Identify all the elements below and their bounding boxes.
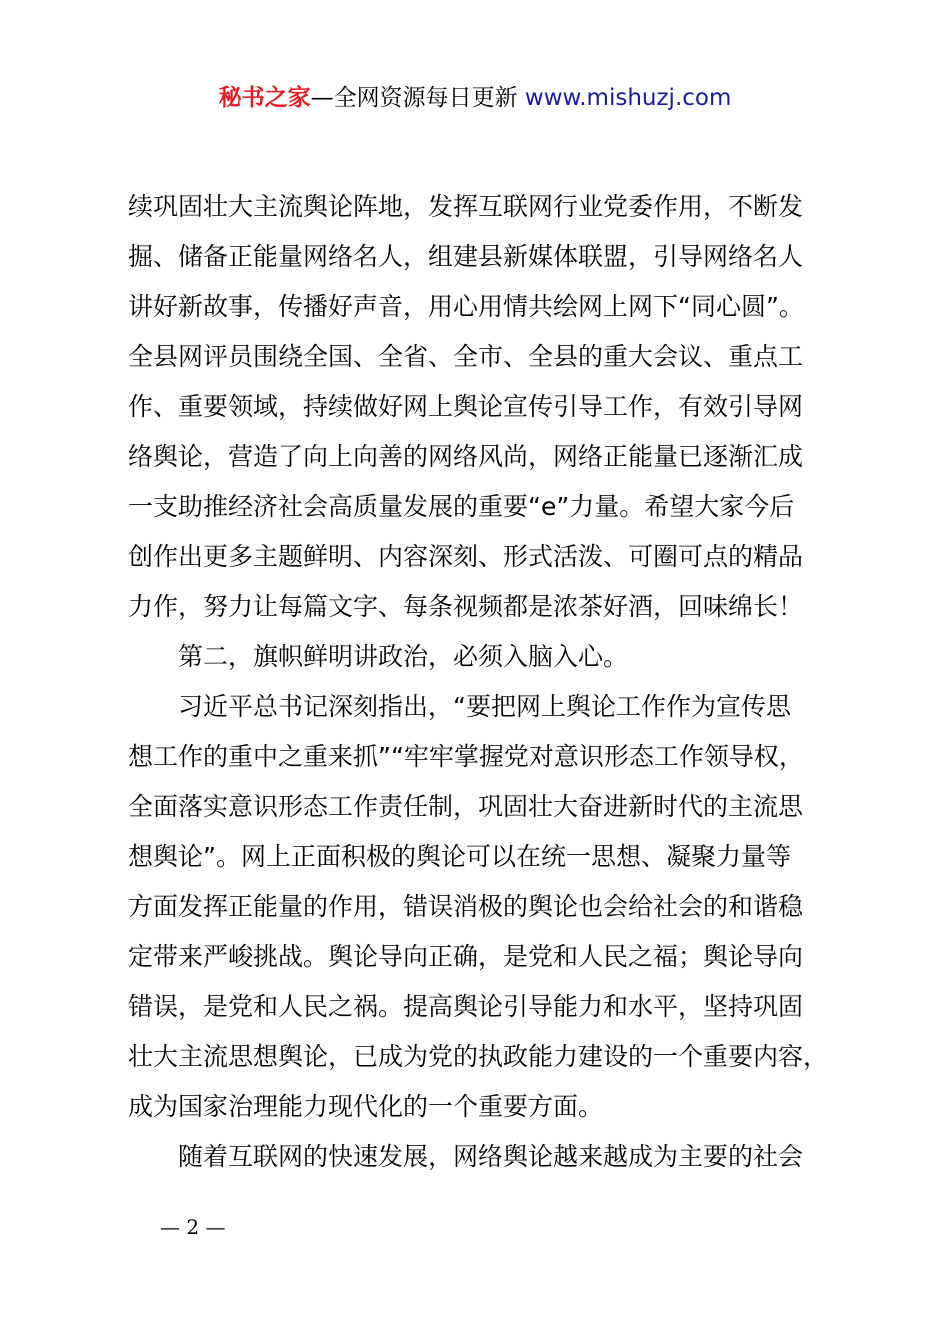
text-line: 创作出更多主题鲜明、内容深刻、形式活泼、可圈可点的精品	[128, 542, 804, 571]
header-site-url[interactable]: www.mishuzj.com	[517, 85, 732, 111]
text-line: 错误，是党和人民之祸。提高舆论引导能力和水平，坚持巩固	[128, 992, 804, 1021]
header-tagline: —全网资源每日更新	[310, 85, 518, 111]
text-line: 习近平总书记深刻指出，“要把网上舆论工作作为宣传思	[178, 692, 791, 721]
page-header	[0, 80, 950, 116]
text-line: 全面落实意识形态工作责任制，巩固壮大奋进新时代的主流思	[128, 792, 804, 821]
section-heading: 第二，旗帜鲜明讲政治，必须入脑入心。	[178, 642, 629, 671]
text-line: 续巩固壮大主流舆论阵地，发挥互联网行业党委作用，不断发	[128, 192, 804, 221]
text-line: 力作，努力让每篇文字、每条视频都是浓茶好酒，回味绵长！	[128, 592, 804, 621]
text-line: 方面发挥正能量的作用，错误消极的舆论也会给社会的和谐稳	[128, 892, 804, 921]
text-line: 定带来严峻挑战。舆论导向正确，是党和人民之福；舆论导向	[128, 942, 804, 971]
body-text	[128, 182, 840, 1182]
header-brand: 秘书之家	[218, 85, 311, 111]
text-line: 壮大主流思想舆论，已成为党的执政能力建设的一个重要内容，	[128, 1042, 829, 1071]
text-line: 掘、储备正能量网络名人，组建县新媒体联盟，引导网络名人	[128, 242, 804, 271]
text-line: 络舆论，营造了向上向善的网络风尚，网络正能量已逐渐汇成	[128, 442, 804, 471]
text-line: 全县网评员围绕全国、全省、全市、全县的重大会议、重点工	[128, 342, 804, 371]
text-line: 成为国家治理能力现代化的一个重要方面。	[128, 1092, 604, 1121]
text-line: 想工作的重中之重来抓”“牢牢掌握党对意识形态工作领导权，	[128, 742, 804, 771]
page-number: — 2 —	[160, 1215, 226, 1239]
text-line: 想舆论”。网上正面积极的舆论可以在统一思想、凝聚力量等	[128, 842, 791, 871]
text-line: 随着互联网的快速发展，网络舆论越来越成为主要的社会	[178, 1142, 804, 1171]
text-line: 作、重要领域，持续做好网上舆论宣传引导工作，有效引导网	[128, 392, 804, 421]
text-line: 一支助推经济社会高质量发展的重要“e”力量。希望大家今后	[128, 492, 795, 521]
text-line: 讲好新故事，传播好声音，用心用情共绘网上网下“同心圆”。	[128, 292, 804, 321]
